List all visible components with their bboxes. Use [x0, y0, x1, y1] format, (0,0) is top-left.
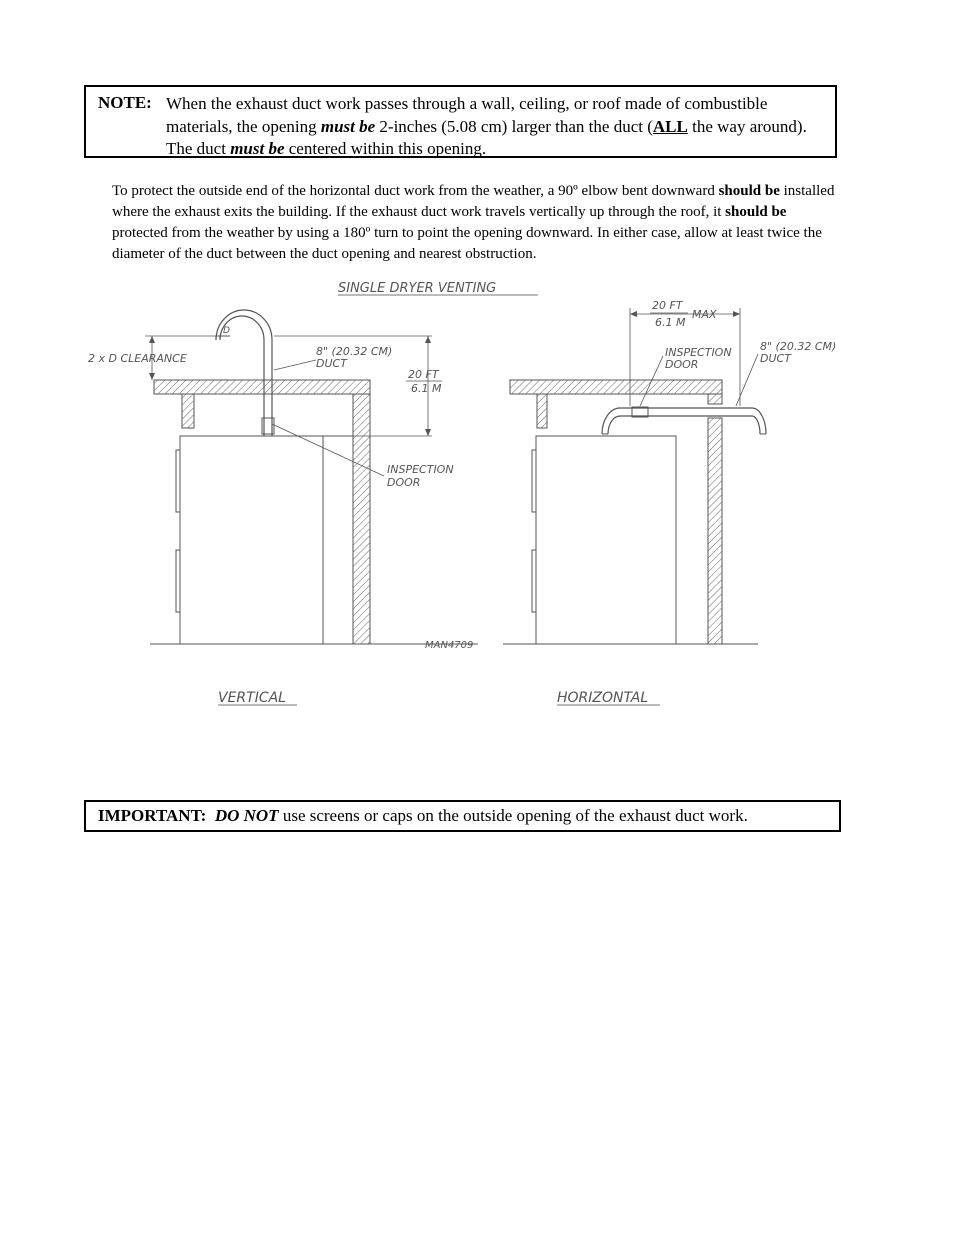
wall-left — [353, 394, 370, 644]
note-text — [166, 93, 831, 161]
horizontal-label: HORIZONTAL — [557, 690, 649, 706]
wall-stub-right — [537, 394, 547, 428]
duct-word-left: DUCT — [316, 357, 347, 370]
wall-stub-left — [182, 394, 194, 428]
elbow-left-inner — [608, 416, 620, 434]
arrow-head — [425, 336, 431, 343]
duct-word-right: DUCT — [760, 352, 791, 365]
note-emphasis: must be — [320, 116, 376, 136]
paragraph-part: installed where the exhaust exits the building. If the exhaust duct work travels vertically up through the roof, it — [112, 183, 835, 220]
note-box — [84, 85, 837, 158]
dryer-door-left-a — [176, 450, 180, 512]
len-ft-left: 20 FT — [408, 368, 439, 381]
note-text-part: centered within this opening. — [284, 139, 487, 158]
horizontal-diagram — [503, 299, 836, 706]
duct-leader-right — [736, 354, 758, 406]
len-m-left: 6.1 M — [411, 382, 442, 395]
inspection-label-right: INSPECTION — [665, 346, 732, 359]
important-emphasis: DO NOT — [214, 806, 279, 825]
len-m-right: 6.1 M — [655, 316, 686, 329]
arrow-head — [149, 373, 155, 380]
note-text-part: When the exhaust duct work passes through a wall, ceiling, or roof made of combustible materials, the opening — [166, 94, 768, 136]
note-emphasis: must be — [230, 139, 285, 158]
dryer-cabinet-right — [536, 436, 676, 644]
door-label-right: DOOR — [665, 358, 699, 371]
important-label: IMPORTANT: — [98, 806, 207, 825]
len-ft-right: 20 FT — [652, 299, 683, 312]
vertical-diagram — [88, 310, 478, 706]
dryer-door-left-b — [176, 550, 180, 612]
note-label: NOTE: — [98, 93, 152, 112]
venting-diagram — [0, 270, 954, 720]
wall-right — [708, 418, 722, 644]
clearance-label: 2 x D CLEARANCE — [88, 352, 187, 365]
vertical-label: VERTICAL — [218, 690, 286, 706]
important-box — [84, 800, 841, 832]
arrow-head — [733, 311, 740, 317]
drawing-code: MAN4709 — [425, 640, 474, 651]
duct-leader-left — [274, 360, 316, 370]
door-label-left: DOOR — [387, 476, 421, 489]
duct-size-left: 8" (20.32 CM) — [316, 345, 393, 358]
wall-right-top — [708, 394, 722, 404]
arrow-head — [149, 336, 155, 343]
diagram-title: SINGLE DRYER VENTING — [338, 281, 497, 296]
arrow-head — [425, 429, 431, 436]
important-rest: use screens or caps on the outside opening of the exhaust duct work. — [278, 806, 748, 825]
dryer-cabinet-left — [180, 436, 323, 644]
paragraph-bold: should be — [718, 183, 780, 199]
dryer-door-right-b — [532, 550, 536, 612]
body-paragraph — [112, 181, 844, 265]
important-text — [98, 806, 748, 826]
inspection-label-left: INSPECTION — [387, 463, 454, 476]
note-all-emphasis: ALL — [652, 116, 688, 136]
duct-size-right: 8" (20.32 CM) — [760, 340, 837, 353]
roof-right — [510, 380, 722, 394]
arrow-head — [630, 311, 637, 317]
dryer-door-right-a — [532, 450, 536, 512]
paragraph-part: To protect the outside end of the horizontal duct work from the weather, a 90º elbow bent downward — [112, 183, 719, 199]
elbow-right-outer — [752, 408, 766, 434]
note-text-part: 2-inches (5.08 cm) larger than the duct ( — [375, 116, 653, 136]
d-letter: D — [223, 326, 230, 336]
note-text-part: the way around). The duct — [166, 116, 807, 158]
paragraph-part: protected from the weather by using a 180º turn to point the opening downward. In either case, allow at least twice the diameter of the duct between the duct opening and nearest obstruction. — [112, 225, 822, 262]
roof-left — [154, 380, 370, 394]
max-label: MAX — [692, 308, 717, 321]
paragraph-bold: should be — [725, 204, 787, 220]
elbow-right-inner — [752, 416, 760, 434]
